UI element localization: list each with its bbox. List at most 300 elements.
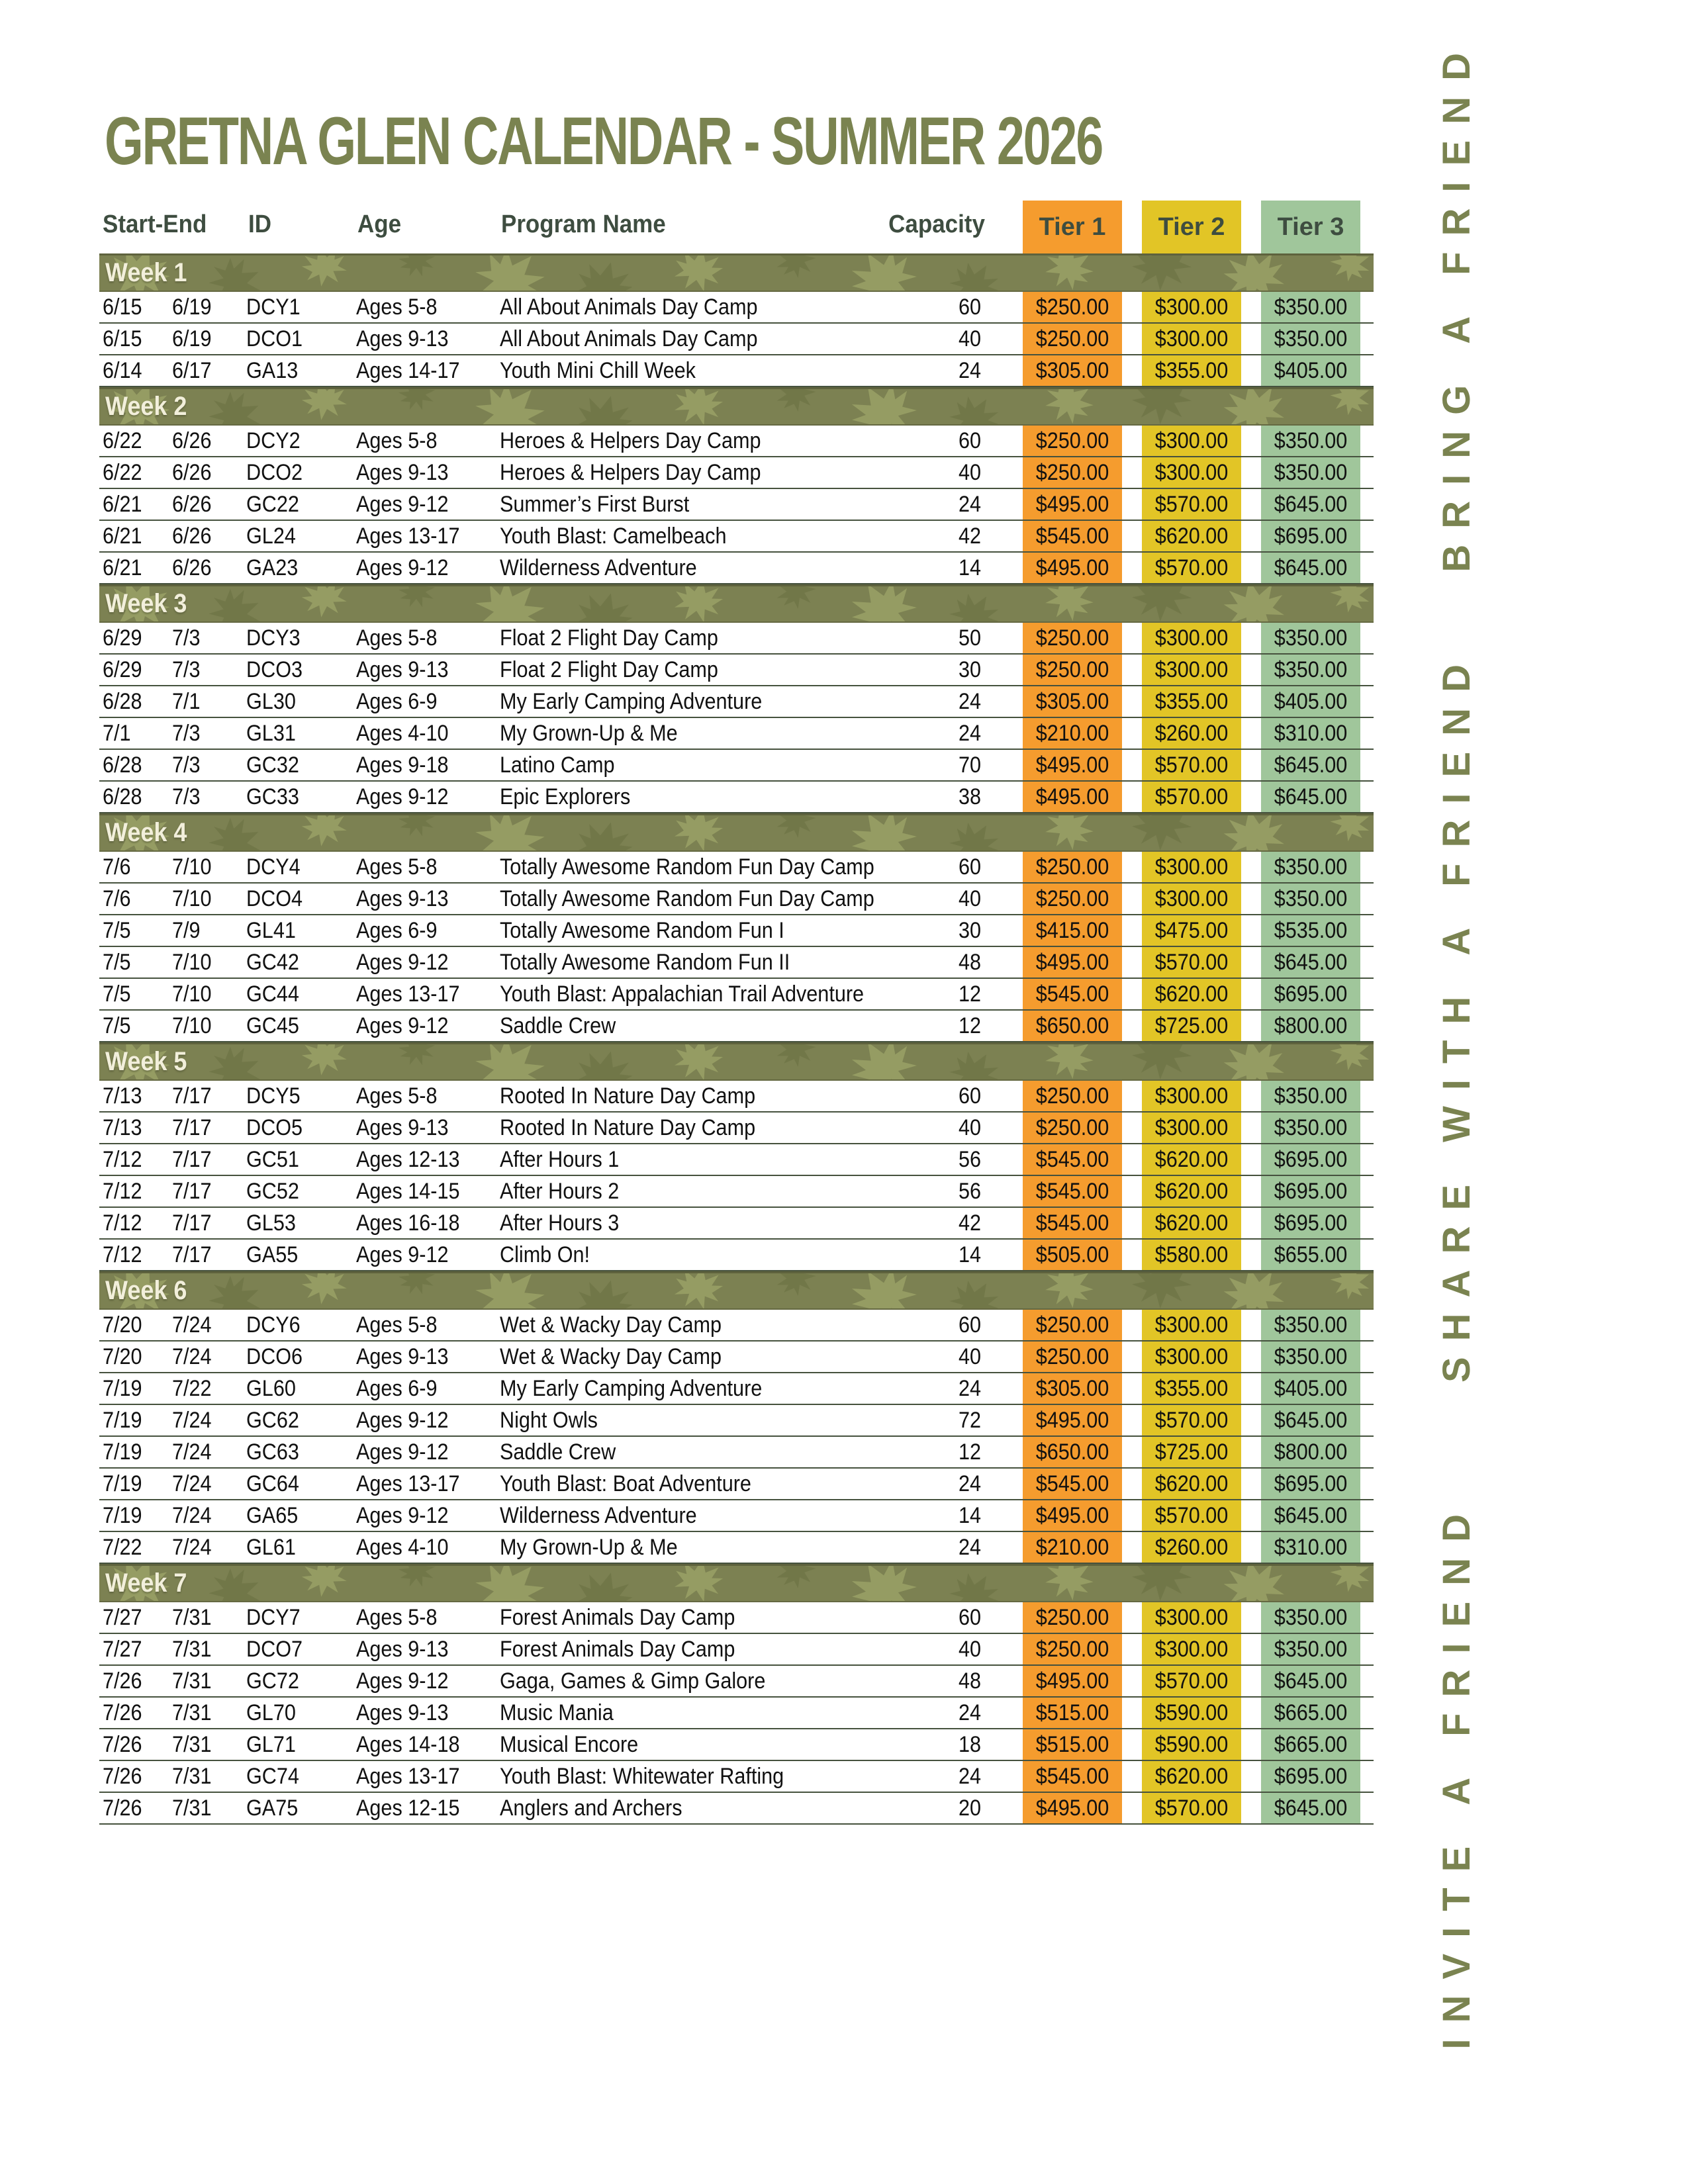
cell-tier2-price: $300.00 (1154, 886, 1229, 911)
cell-tier2-price: $475.00 (1154, 918, 1229, 943)
cell-tier3-price: $405.00 (1274, 358, 1348, 383)
cell-program-name: All About Animals Day Camp (500, 295, 758, 320)
cell-program-name: Float 2 Flight Day Camp (500, 657, 718, 682)
cell-tier3-price: $405.00 (1274, 689, 1348, 714)
cell-age-range: Ages 9-13 (356, 1700, 449, 1725)
cell-program-id: DCO4 (246, 886, 303, 911)
cell-start-date: 7/12 (103, 1147, 142, 1172)
cell-tier3-price: $665.00 (1274, 1732, 1348, 1757)
cell-start-date: 7/5 (103, 981, 131, 1007)
cell-age-range: Ages 14-18 (356, 1732, 460, 1757)
program-row (99, 1532, 1374, 1564)
cell-tier2-price: $570.00 (1154, 1408, 1229, 1433)
cell-capacity: 48 (958, 950, 981, 975)
cell-tier1-price: $210.00 (1035, 721, 1109, 746)
cell-tier1-price: $210.00 (1035, 1535, 1109, 1560)
cell-tier2-price: $300.00 (1154, 460, 1229, 485)
cell-age-range: Ages 9-12 (356, 555, 449, 580)
cell-capacity: 70 (958, 752, 981, 778)
cell-end-date: 6/26 (172, 460, 212, 485)
program-row (99, 1342, 1374, 1373)
program-row (99, 1208, 1374, 1240)
cell-end-date: 7/31 (172, 1668, 212, 1694)
program-row (99, 1437, 1374, 1469)
cell-start-date: 6/22 (103, 460, 142, 485)
cell-program-id: DCO1 (246, 326, 303, 351)
week-label: Week 7 (105, 1569, 187, 1598)
cell-capacity: 42 (958, 1210, 981, 1236)
cell-program-name: Heroes & Helpers Day Camp (500, 428, 761, 453)
cell-capacity: 24 (958, 689, 981, 714)
cell-tier3-price: $350.00 (1274, 1605, 1348, 1630)
cell-age-range: Ages 9-12 (356, 1503, 449, 1528)
program-row (99, 979, 1374, 1011)
cell-program-name: Youth Blast: Appalachian Trail Adventure (500, 981, 865, 1007)
cell-tier1-price: $495.00 (1035, 784, 1109, 809)
cell-program-id: GL53 (246, 1210, 296, 1236)
cell-age-range: Ages 14-17 (356, 358, 460, 383)
cell-program-id: DCY6 (246, 1312, 301, 1338)
cell-tier3-price: $800.00 (1274, 1439, 1348, 1465)
cell-tier2-price: $620.00 (1154, 523, 1229, 549)
cell-age-range: Ages 16-18 (356, 1210, 460, 1236)
cell-tier2-price: $620.00 (1154, 981, 1229, 1007)
cell-program-id: GC51 (246, 1147, 299, 1172)
cell-program-name: Float 2 Flight Day Camp (500, 625, 718, 651)
cell-program-name: My Grown-Up & Me (500, 1535, 678, 1560)
cell-age-range: Ages 12-13 (356, 1147, 460, 1172)
cell-program-id: GC52 (246, 1179, 299, 1204)
cell-capacity: 56 (958, 1147, 981, 1172)
cell-tier1-price: $250.00 (1035, 657, 1109, 682)
cell-tier3-price: $800.00 (1274, 1013, 1348, 1038)
cell-end-date: 7/1 (172, 689, 201, 714)
column-header-id: ID (248, 210, 271, 238)
cell-capacity: 20 (958, 1796, 981, 1821)
leaf-pattern-decoration (99, 815, 1374, 850)
cell-tier2-price: $570.00 (1154, 752, 1229, 778)
leaf-pattern-decoration (99, 1566, 1374, 1601)
program-row (99, 1666, 1374, 1698)
cell-tier3-price: $665.00 (1274, 1700, 1348, 1725)
cell-start-date: 7/6 (103, 854, 131, 880)
cell-tier3-price: $350.00 (1274, 854, 1348, 880)
cell-capacity: 60 (958, 295, 981, 320)
cell-tier2-price: $590.00 (1154, 1700, 1229, 1725)
cell-capacity: 40 (958, 326, 981, 351)
cell-program-id: DCY2 (246, 428, 301, 453)
cell-program-id: GL61 (246, 1535, 296, 1560)
cell-tier3-price: $645.00 (1274, 784, 1348, 809)
cell-capacity: 24 (958, 1700, 981, 1725)
cell-tier1-price: $495.00 (1035, 752, 1109, 778)
cell-tier2-price: $570.00 (1154, 1668, 1229, 1694)
cell-start-date: 6/28 (103, 784, 142, 809)
program-row (99, 1761, 1374, 1793)
cell-end-date: 7/31 (172, 1732, 212, 1757)
week-label: Week 2 (105, 392, 187, 421)
cell-age-range: Ages 9-12 (356, 1242, 449, 1267)
program-row (99, 782, 1374, 813)
program-row (99, 1729, 1374, 1761)
cell-end-date: 7/24 (172, 1535, 212, 1560)
cell-capacity: 12 (958, 981, 981, 1007)
cell-start-date: 6/15 (103, 295, 142, 320)
cell-program-name: Epic Explorers (500, 784, 631, 809)
cell-tier2-price: $260.00 (1154, 721, 1229, 746)
cell-tier3-price: $350.00 (1274, 1083, 1348, 1109)
cell-capacity: 40 (958, 1344, 981, 1369)
cell-tier1-price: $250.00 (1035, 428, 1109, 453)
column-header-capacity: Capacity (888, 210, 985, 238)
cell-tier3-price: $695.00 (1274, 981, 1348, 1007)
program-row (99, 1240, 1374, 1271)
cell-tier1-price: $250.00 (1035, 1083, 1109, 1109)
cell-age-range: Ages 5-8 (356, 625, 438, 651)
column-header-tier2 (1142, 201, 1241, 253)
cell-capacity: 14 (958, 555, 981, 580)
program-row (99, 324, 1374, 355)
column-header-tier3 (1261, 201, 1360, 253)
cell-start-date: 7/26 (103, 1796, 142, 1821)
cell-tier1-price: $545.00 (1035, 1210, 1109, 1236)
program-row (99, 426, 1374, 457)
program-row (99, 1500, 1374, 1532)
cell-program-name: Summer’s First Burst (500, 492, 690, 517)
cell-age-range: Ages 14-15 (356, 1179, 460, 1204)
leaf-pattern-decoration (99, 1273, 1374, 1308)
cell-tier3-price: $645.00 (1274, 1796, 1348, 1821)
cell-program-name: Wet & Wacky Day Camp (500, 1344, 722, 1369)
cell-start-date: 7/27 (103, 1637, 142, 1662)
cell-tier1-price: $250.00 (1035, 326, 1109, 351)
cell-capacity: 60 (958, 1312, 981, 1338)
page-title: GRETNA GLEN CALENDAR - SUMMER 2026 (105, 103, 1102, 179)
cell-program-name: All About Animals Day Camp (500, 326, 758, 351)
cell-tier3-price: $350.00 (1274, 1115, 1348, 1140)
cell-program-name: Music Mania (500, 1700, 614, 1725)
program-row (99, 1011, 1374, 1042)
cell-program-id: GC72 (246, 1668, 299, 1694)
cell-tier3-price: $350.00 (1274, 460, 1348, 485)
cell-start-date: 6/21 (103, 523, 142, 549)
cell-tier3-price: $655.00 (1274, 1242, 1348, 1267)
cell-tier3-price: $695.00 (1274, 1179, 1348, 1204)
cell-start-date: 7/26 (103, 1700, 142, 1725)
cell-start-date: 7/12 (103, 1179, 142, 1204)
cell-age-range: Ages 13-17 (356, 1471, 460, 1496)
cell-tier3-price: $645.00 (1274, 752, 1348, 778)
program-row (99, 1144, 1374, 1176)
cell-tier2-price: $300.00 (1154, 1605, 1229, 1630)
week-label: Week 3 (105, 589, 187, 618)
cell-program-name: After Hours 1 (500, 1147, 620, 1172)
cell-end-date: 7/31 (172, 1605, 212, 1630)
cell-tier1-price: $650.00 (1035, 1013, 1109, 1038)
program-row (99, 750, 1374, 782)
leaf-pattern-decoration (99, 1044, 1374, 1079)
cell-tier2-price: $300.00 (1154, 326, 1229, 351)
cell-tier3-price: $350.00 (1274, 1344, 1348, 1369)
cell-age-range: Ages 13-17 (356, 523, 460, 549)
cell-program-id: GA65 (246, 1503, 299, 1528)
cell-end-date: 7/17 (172, 1242, 212, 1267)
cell-tier2-price: $355.00 (1154, 689, 1229, 714)
cell-tier1-price: $250.00 (1035, 625, 1109, 651)
cell-tier1-price: $305.00 (1035, 358, 1109, 383)
cell-tier3-price: $645.00 (1274, 1668, 1348, 1694)
cell-start-date: 7/26 (103, 1732, 142, 1757)
cell-end-date: 7/10 (172, 854, 212, 880)
cell-capacity: 24 (958, 1376, 981, 1401)
cell-end-date: 6/26 (172, 555, 212, 580)
cell-program-name: Wet & Wacky Day Camp (500, 1312, 722, 1338)
cell-program-id: DCY4 (246, 854, 301, 880)
week-section-band (99, 1564, 1374, 1602)
cell-program-id: DCO6 (246, 1344, 303, 1369)
cell-program-id: GA55 (246, 1242, 299, 1267)
cell-tier3-price: $695.00 (1274, 1147, 1348, 1172)
cell-capacity: 12 (958, 1013, 981, 1038)
cell-age-range: Ages 13-17 (356, 981, 460, 1007)
cell-capacity: 14 (958, 1503, 981, 1528)
cell-tier1-price: $250.00 (1035, 295, 1109, 320)
cell-start-date: 7/19 (103, 1503, 142, 1528)
cell-end-date: 7/10 (172, 950, 212, 975)
cell-tier2-price: $300.00 (1154, 625, 1229, 651)
cell-end-date: 7/31 (172, 1637, 212, 1662)
cell-age-range: Ages 13-17 (356, 1764, 460, 1789)
side-banner-share-with-a-friend (1410, 649, 1503, 1383)
cell-tier3-price: $350.00 (1274, 1637, 1348, 1662)
cell-program-id: DCO5 (246, 1115, 303, 1140)
cell-start-date: 7/20 (103, 1312, 142, 1338)
program-row (99, 1793, 1374, 1825)
cell-start-date: 7/26 (103, 1668, 142, 1694)
program-row (99, 1634, 1374, 1666)
leaf-pattern-decoration (99, 389, 1374, 424)
cell-program-id: GC44 (246, 981, 299, 1007)
cell-tier2-price: $620.00 (1154, 1147, 1229, 1172)
cell-program-id: GC32 (246, 752, 299, 778)
cell-age-range: Ages 9-12 (356, 1408, 449, 1433)
cell-program-id: GC33 (246, 784, 299, 809)
cell-tier1-price: $545.00 (1035, 1764, 1109, 1789)
cell-start-date: 7/12 (103, 1242, 142, 1267)
cell-start-date: 7/13 (103, 1115, 142, 1140)
cell-program-name: Youth Blast: Camelbeach (500, 523, 727, 549)
program-row (99, 1469, 1374, 1500)
cell-capacity: 40 (958, 1637, 981, 1662)
week-section-band (99, 387, 1374, 426)
cell-end-date: 7/31 (172, 1796, 212, 1821)
cell-program-name: Youth Blast: Whitewater Rafting (500, 1764, 784, 1789)
cell-tier3-price: $695.00 (1274, 1210, 1348, 1236)
cell-end-date: 7/17 (172, 1179, 212, 1204)
cell-tier2-price: $570.00 (1154, 784, 1229, 809)
column-header-start-end: Start-End (103, 210, 207, 238)
cell-capacity: 50 (958, 625, 981, 651)
program-row (99, 947, 1374, 979)
leaf-pattern-decoration (99, 586, 1374, 621)
cell-start-date: 7/19 (103, 1471, 142, 1496)
cell-program-name: Totally Awesome Random Fun II (500, 950, 790, 975)
cell-end-date: 7/24 (172, 1439, 212, 1465)
cell-tier2-price: $300.00 (1154, 657, 1229, 682)
cell-tier3-price: $535.00 (1274, 918, 1348, 943)
program-row (99, 553, 1374, 584)
cell-age-range: Ages 5-8 (356, 295, 438, 320)
cell-start-date: 7/22 (103, 1535, 142, 1560)
cell-capacity: 38 (958, 784, 981, 809)
cell-tier2-price: $300.00 (1154, 1344, 1229, 1369)
cell-age-range: Ages 9-13 (356, 1637, 449, 1662)
cell-program-name: Heroes & Helpers Day Camp (500, 460, 761, 485)
cell-capacity: 30 (958, 918, 981, 943)
cell-tier3-price: $350.00 (1274, 295, 1348, 320)
cell-program-id: DCY7 (246, 1605, 301, 1630)
cell-age-range: Ages 9-13 (356, 326, 449, 351)
cell-tier3-price: $645.00 (1274, 950, 1348, 975)
program-row (99, 1405, 1374, 1437)
cell-age-range: Ages 5-8 (356, 1083, 438, 1109)
cell-program-name: Forest Animals Day Camp (500, 1605, 735, 1630)
cell-tier2-price: $570.00 (1154, 555, 1229, 580)
cell-program-id: GC22 (246, 492, 299, 517)
cell-start-date: 7/5 (103, 950, 131, 975)
cell-tier2-price: $725.00 (1154, 1013, 1229, 1038)
cell-end-date: 6/19 (172, 326, 212, 351)
cell-program-name: Rooted In Nature Day Camp (500, 1115, 756, 1140)
cell-capacity: 18 (958, 1732, 981, 1757)
cell-program-id: GL60 (246, 1376, 296, 1401)
cell-age-range: Ages 9-12 (356, 784, 449, 809)
cell-end-date: 6/26 (172, 492, 212, 517)
program-row (99, 686, 1374, 718)
cell-age-range: Ages 9-13 (356, 1344, 449, 1369)
tier1-label: Tier 1 (1039, 212, 1106, 241)
cell-program-id: GA23 (246, 555, 299, 580)
cell-end-date: 7/3 (172, 657, 201, 682)
cell-end-date: 7/10 (172, 886, 212, 911)
cell-start-date: 7/5 (103, 918, 131, 943)
cell-tier1-price: $495.00 (1035, 492, 1109, 517)
cell-age-range: Ages 9-12 (356, 950, 449, 975)
cell-capacity: 24 (958, 1535, 981, 1560)
cell-program-name: Saddle Crew (500, 1439, 616, 1465)
cell-tier2-price: $620.00 (1154, 1764, 1229, 1789)
cell-program-name: After Hours 2 (500, 1179, 620, 1204)
cell-tier1-price: $495.00 (1035, 1503, 1109, 1528)
cell-program-id: GA75 (246, 1796, 299, 1821)
program-row (99, 521, 1374, 553)
cell-tier2-price: $570.00 (1154, 1796, 1229, 1821)
program-row (99, 655, 1374, 686)
cell-program-name: Climb On! (500, 1242, 590, 1267)
week-section-band (99, 1042, 1374, 1081)
side-banner-text: BRING A FRIEND (1434, 36, 1478, 572)
cell-start-date: 6/28 (103, 752, 142, 778)
cell-end-date: 6/19 (172, 295, 212, 320)
column-header-age: Age (357, 210, 402, 238)
cell-capacity: 60 (958, 1605, 981, 1630)
cell-end-date: 7/31 (172, 1700, 212, 1725)
cell-start-date: 6/28 (103, 689, 142, 714)
cell-end-date: 7/24 (172, 1471, 212, 1496)
cell-end-date: 7/24 (172, 1503, 212, 1528)
cell-program-id: DCO3 (246, 657, 303, 682)
cell-tier2-price: $300.00 (1154, 295, 1229, 320)
cell-tier3-price: $310.00 (1274, 721, 1348, 746)
cell-end-date: 7/10 (172, 1013, 212, 1038)
cell-start-date: 6/29 (103, 657, 142, 682)
cell-program-name: Youth Mini Chill Week (500, 358, 696, 383)
cell-end-date: 7/24 (172, 1312, 212, 1338)
cell-tier1-price: $545.00 (1035, 1471, 1109, 1496)
cell-tier3-price: $645.00 (1274, 492, 1348, 517)
cell-end-date: 7/3 (172, 721, 201, 746)
cell-tier2-price: $300.00 (1154, 1115, 1229, 1140)
cell-tier3-price: $645.00 (1274, 1408, 1348, 1433)
cell-age-range: Ages 5-8 (356, 854, 438, 880)
cell-end-date: 6/26 (172, 428, 212, 453)
program-row (99, 1602, 1374, 1634)
cell-age-range: Ages 6-9 (356, 1376, 438, 1401)
program-row (99, 1698, 1374, 1729)
cell-tier2-price: $355.00 (1154, 358, 1229, 383)
week-section-band (99, 253, 1374, 292)
cell-age-range: Ages 12-15 (356, 1796, 460, 1821)
cell-age-range: Ages 9-12 (356, 1668, 449, 1694)
cell-age-range: Ages 5-8 (356, 428, 438, 453)
cell-capacity: 12 (958, 1439, 981, 1465)
cell-start-date: 6/21 (103, 555, 142, 580)
cell-tier3-price: $695.00 (1274, 523, 1348, 549)
cell-program-name: Youth Blast: Boat Adventure (500, 1471, 751, 1496)
cell-end-date: 7/10 (172, 981, 212, 1007)
cell-tier2-price: $590.00 (1154, 1732, 1229, 1757)
program-row (99, 623, 1374, 655)
cell-capacity: 24 (958, 358, 981, 383)
cell-tier2-price: $300.00 (1154, 428, 1229, 453)
cell-program-name: Saddle Crew (500, 1013, 616, 1038)
cell-capacity: 24 (958, 492, 981, 517)
side-banner-invite-a-friend (1410, 1489, 1503, 2058)
cell-end-date: 7/3 (172, 784, 201, 809)
cell-end-date: 7/24 (172, 1408, 212, 1433)
cell-tier2-price: $580.00 (1154, 1242, 1229, 1267)
cell-tier1-price: $305.00 (1035, 689, 1109, 714)
cell-program-name: Rooted In Nature Day Camp (500, 1083, 756, 1109)
cell-program-id: GL24 (246, 523, 296, 549)
cell-age-range: Ages 6-9 (356, 918, 438, 943)
week-label: Week 4 (105, 818, 187, 847)
cell-start-date: 6/14 (103, 358, 142, 383)
cell-program-id: GL31 (246, 721, 296, 746)
cell-program-id: DCY1 (246, 295, 301, 320)
cell-program-id: GC45 (246, 1013, 299, 1038)
cell-tier1-price: $250.00 (1035, 1605, 1109, 1630)
cell-tier1-price: $515.00 (1035, 1732, 1109, 1757)
cell-end-date: 7/17 (172, 1147, 212, 1172)
cell-capacity: 24 (958, 721, 981, 746)
cell-capacity: 60 (958, 854, 981, 880)
cell-tier1-price: $495.00 (1035, 1796, 1109, 1821)
cell-program-name: My Early Camping Adventure (500, 689, 763, 714)
cell-end-date: 7/24 (172, 1344, 212, 1369)
cell-program-id: GL41 (246, 918, 296, 943)
cell-tier3-price: $645.00 (1274, 555, 1348, 580)
